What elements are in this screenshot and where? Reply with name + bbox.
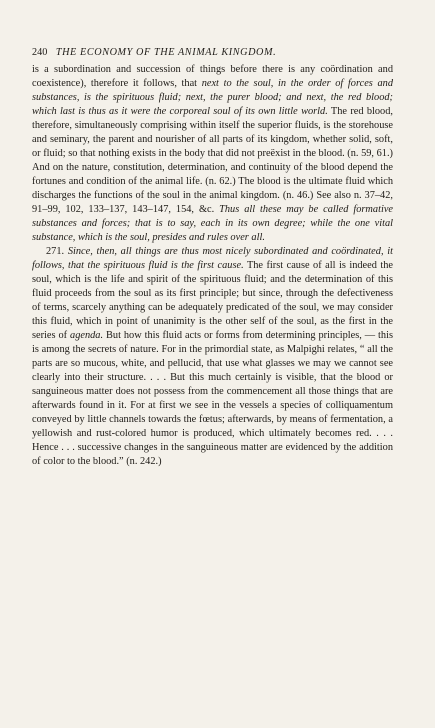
- italic-run: Thus all these may be called formative substances and forces; that is to say, each in its own degree; while the one vital substance, which is the soul, presides and rules over all.: [32, 204, 393, 244]
- section-number: 271.: [46, 246, 68, 258]
- text-run: But how this fluid acts or forms from determining principles, — this is among the secrets of nature. For in the primordial state, as Malpighi relates, “ all the parts are so mucous, white, and pellucid, that use what glasses we may we cannot see clearly into their structure. . . . But this much certainly is visible, that the blood or sanguineous matter does not possess from the commencement all those things that are afterwards found in it. For at first we see in the vessels a species of colliquamentum conveyed by little channels towards the fœtus; afterwards, by means of fermentation, a yellowish and rust-colored humor is produced, which ultimately becomes red. . . . Hence . . . successive changes in the sanguineous matter are evidenced by the addition of color to the blood.” (n. 242.): [32, 330, 394, 468]
- running-title: THE ECONOMY OF THE ANIMAL KINGDOM.: [55, 47, 277, 58]
- text-run: The first cause of all is indeed the soul, which is the life and spirit of the spirituous fluid; and the determination of this fluid proceeds from the soul as its first principle; but since, through the defectiveness of terms, scarcely anything can be adequately predicated of the soul, we may consider this fluid, which in point of unanimity is the other self of the soul, as the first in the series of: [32, 260, 393, 342]
- paragraph: [32, 245, 393, 469]
- body-text: [32, 63, 393, 469]
- paragraph: [32, 63, 393, 245]
- italic-run: Since, then, all things are thus most nicely subordinated and coördinated, it follows, that the spirituous fluid is the first cause.: [32, 246, 394, 272]
- text-run: is a subordination and succession of things before there is any coördination and coexistence), therefore it follows, that: [32, 64, 393, 90]
- running-header: [32, 46, 393, 60]
- text-run: The red blood, therefore, simultaneously comprising within itself the superior fluids, is the storehouse and seminary, the parent and nourisher of all parts of its kingdom, whether solid, soft, or fluid; so that nothing exists in the body that did not preëxist in the blood. (n. 59, 61.) And on the nature, constitution, determination, and continuity of the blood depend the fortunes and condition of the animal life. (n. 62.) The blood is the ultimate fluid which discharges the functions of the soul in the animal kingdom. (n. 46.) See also n. 37–42, 91–99, 102, 133–137, 143–147, 154, &c.: [32, 106, 393, 216]
- italic-run: next to the soul, in the order of forces and substances, is the spirituous fluid; next, the purer blood; and next, the red blood; which last is thus as it were the corporeal soul of its own little world.: [32, 78, 393, 118]
- italic-run: agenda.: [70, 330, 104, 342]
- page-number: 240: [32, 47, 48, 58]
